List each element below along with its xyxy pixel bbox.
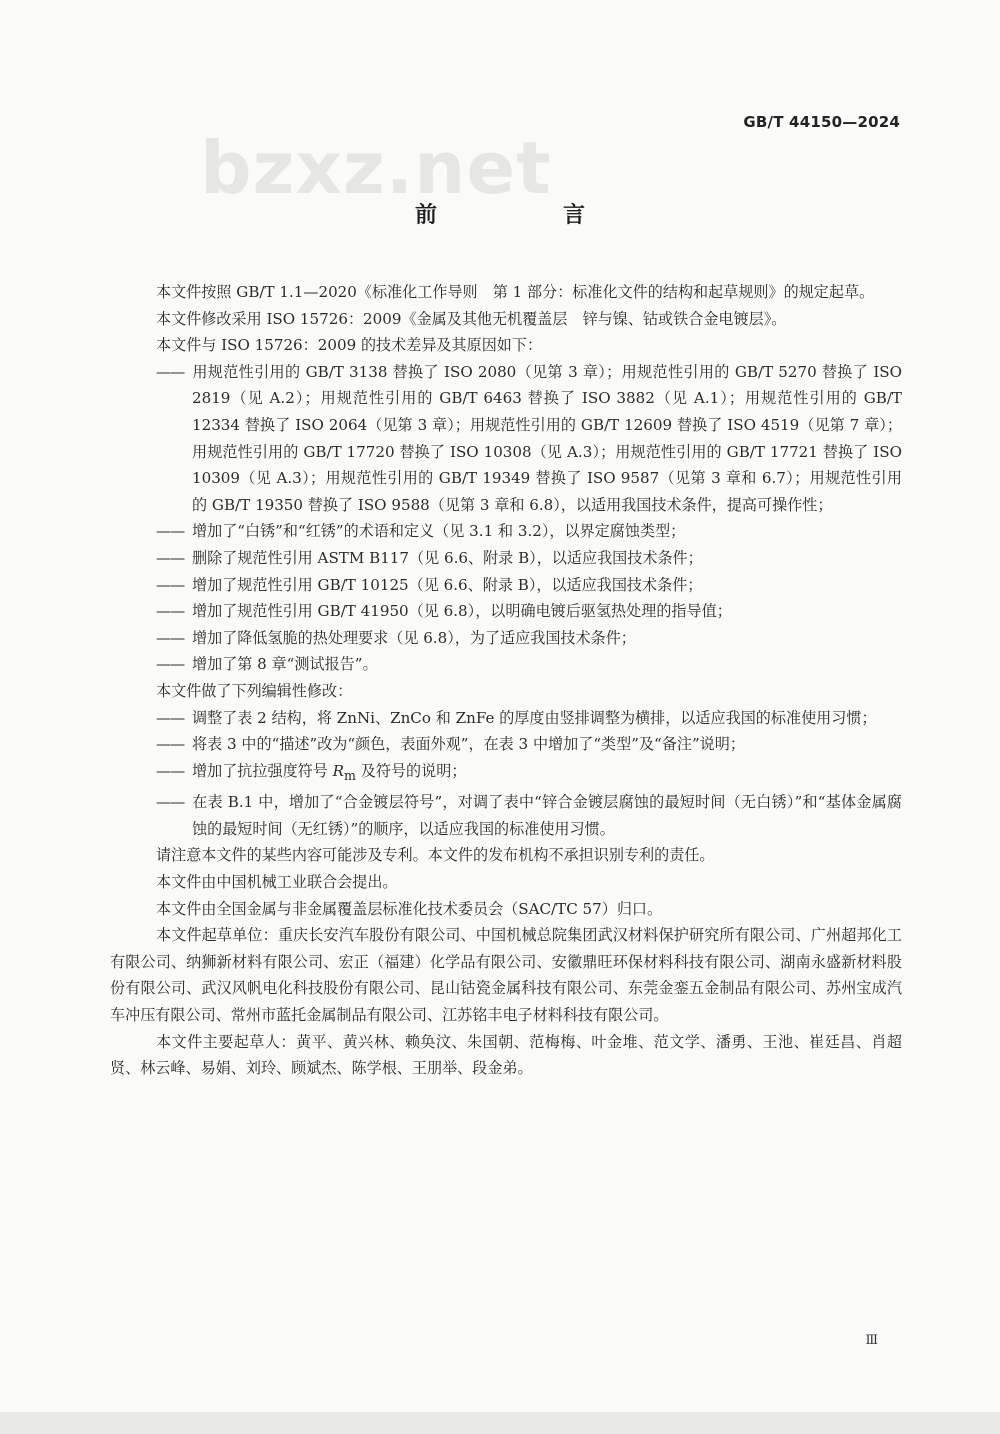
list-item: —— 增加了第 8 章“测试报告”。 <box>156 655 378 674</box>
paragraph-proposer: 本文件由中国机械工业联合会提出。 <box>156 873 398 892</box>
list-item: —— 增加了规范性引用 GB/T 41950（见 6.8），以明确电镀后驱氢热处理的指导值； <box>156 602 732 621</box>
paragraph-tech-diff-intro: 本文件与 ISO 15726：2009 的技术差异及其原因如下： <box>156 336 543 355</box>
list-item: —— 增加了降低氢脆的热处理要求（见 6.8），为了适应我国技术条件； <box>156 628 636 647</box>
list-item: —— 用规范性引用的 GB/T 3138 替换了 ISO 2080（见第 3 章）；用规范性引用的 GB/T 5270 替换了 ISO 2819（见 A.2）；用规范性引用的 GB/T 6463 替换了 ISO 3882（见 A.1）；用规范性引用的 GB/T 12334 替换了 ISO 2064（见第 3 章）；用规范性引用的 GB/T 12609 替换了 ISO 4519（见第 7 章）；用规范性引用的 GB/T 17720 替换了 ISO 10308（见 A.3）；用规范性引用的 GB/T 17721 替换了 ISO 10309（见 A.3）；用规范性引用的 GB/T 19349 替换了 ISO 9587（见第 3 章和 6.7）；用规范性引用的 GB/T 19350 替换了 ISO 9588（见第 3 章和 6.8），以适用我国技术条件，提高可操作性； <box>156 362 902 514</box>
list-item: —— 将表 3 中的“描述”改为“颜色，表面外观”，在表 3 中增加了“类型”及“备注”说明； <box>156 735 745 754</box>
paragraph-drafting-rules: 本文件按照 GB/T 1.1—2020《标准化工作导则 第 1 部分：标准化文件的结构和起草规则》的规定起草。 <box>156 283 875 301</box>
page-title: 前 言 <box>414 202 637 228</box>
viewer-bottom-strip <box>0 1412 1000 1434</box>
paragraph-committee: 本文件由全国金属与非金属覆盖层标准化技术委员会（SAC/TC 57）归口。 <box>156 899 663 918</box>
standard-number: GB/T 44150—2024 <box>743 113 900 131</box>
paragraph-patent-notice: 请注意本文件的某些内容可能涉及专利。本文件的发布机构不承担识别专利的责任。 <box>156 846 715 865</box>
list-item: —— 调整了表 2 结构，将 ZnNi、ZnCo 和 ZnFe 的厚度由竖排调整为横排，以适应我国的标准使用习惯； <box>156 708 877 727</box>
page-number: Ⅲ <box>865 1333 878 1348</box>
list-item: —— 增加了规范性引用 GB/T 10125（见 6.6、附录 B），以适应我国技术条件； <box>156 575 703 594</box>
paragraph-edit-intro: 本文件做了下列编辑性修改： <box>156 681 353 700</box>
list-item: —— 删除了规范性引用 ASTM B117（见 6.6、附录 B），以适应我国技术条件； <box>156 548 703 567</box>
list-item: —— 在表 B.1 中，增加了“合金镀层符号”，对调了表中“锌合金镀层腐蚀的最短时间（无白锈）”和“基体金属腐蚀的最短时间（无红锈）”的顺序，以适应我国的标准使用习惯。 <box>156 793 902 838</box>
paragraph-drafters: 本文件主要起草人：黄平、黄兴林、赖奂汶、朱国朝、范梅梅、叶金堆、范文学、潘勇、王池、崔廷昌、肖超贤、林云峰、易娟、刘玲、顾斌杰、陈学根、王朋举、段金弟。 <box>110 1032 902 1078</box>
list-item: —— 增加了抗拉强度符号 $R_m$ 及符号的说明； <box>156 761 467 783</box>
list-item: —— 增加了“白锈”和“红锈”的术语和定义（见 3.1 和 3.2），以界定腐蚀类型； <box>156 522 686 541</box>
watermark: bzxz.net <box>200 126 552 210</box>
tensile-strength-symbol: R <box>332 761 345 780</box>
document-body <box>110 279 902 1082</box>
paragraph-drafting-units: 本文件起草单位：重庆长安汽车股份有限公司、中国机械总院集团武汉材料保护研究所有限公司、广州超邦化工有限公司、纳狮新材料有限公司、宏正（福建）化学品有限公司、安徽鼎旺环保材料科技有限公司、湖南永盛新材料股份有限公司、武汉风帆电化科技股份有限公司、昆山钴瓷金属科技有限公司、东莞金銮五金制品有限公司、苏州宝成汽车冲压有限公司、常州市蓝托金属制品有限公司、江苏铭丰电子材料科技有限公司。 <box>110 926 902 1025</box>
paragraph-adoption: 本文件修改采用 ISO 15726：2009《金属及其他无机覆盖层 锌与镍、钴或铁合金电镀层》。 <box>156 309 787 328</box>
